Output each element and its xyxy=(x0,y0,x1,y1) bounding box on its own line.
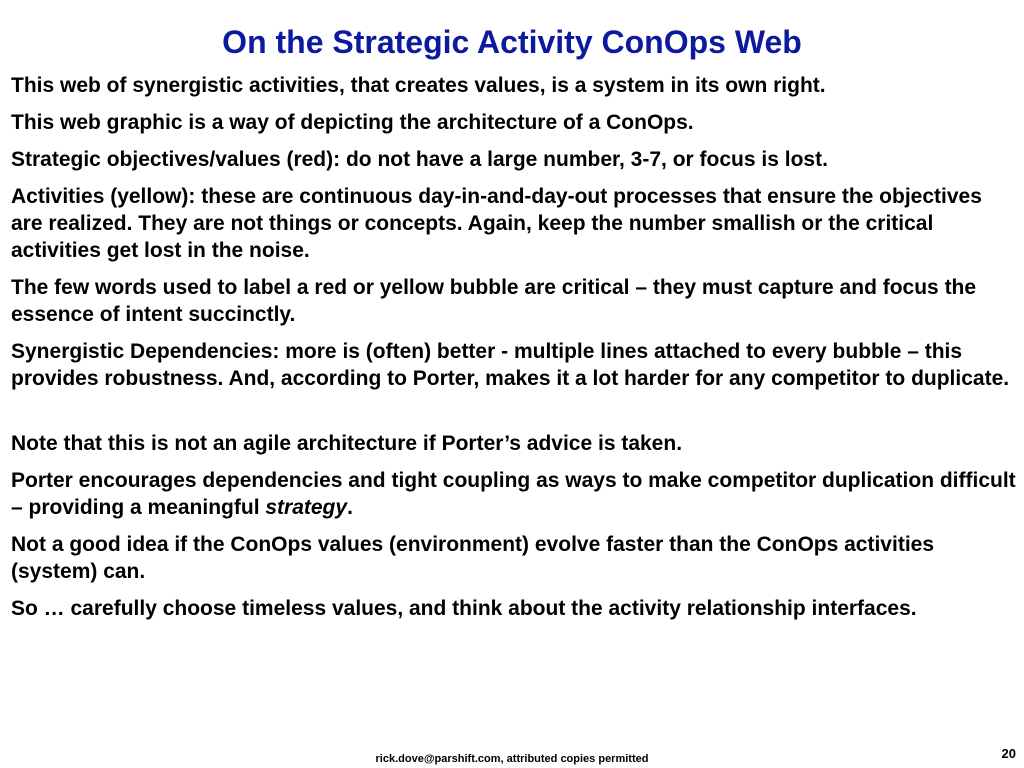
porter-text: Porter encourages dependencies and tight coupling as ways to make competitor duplication difficult – providing a meaningful xyxy=(11,469,1016,519)
strategy-emphasis: strategy xyxy=(265,496,348,519)
slide-title: On the Strategic Activity ConOps Web xyxy=(222,24,802,60)
paragraph-system: This web of synergistic activities, that creates values, is a system in its own right. xyxy=(11,74,826,97)
porter-period: . xyxy=(347,496,353,519)
footer-attribution: rick.dove@parshift.com, attributed copies permitted xyxy=(375,753,649,765)
paragraph-porter xyxy=(11,467,1016,521)
paragraph-objectives: Strategic objectives/values (red): do not have a large number, 3-7, or focus is lost. xyxy=(11,148,828,171)
paragraph-activities: Activities (yellow): these are continuous day-in-and-day-out processes that ensure the objectives are realized. They are not things or concepts. Again, keep the number smallish or the critical activities get lost in the noise. xyxy=(11,185,982,262)
paragraph-web-graphic: This web graphic is a way of depicting the architecture of a ConOps. xyxy=(11,111,694,134)
slide-body xyxy=(11,72,1016,632)
paragraph-dependencies: Synergistic Dependencies: more is (often) better - multiple lines attached to every bubble – this provides robustness. And, according to Porter, makes it a lot harder for any competitor to duplicate. xyxy=(11,340,1010,390)
paragraph-values-evolve: Not a good idea if the ConOps values (environment) evolve faster than the ConOps activities (system) can. xyxy=(11,533,935,583)
paragraph-labels: The few words used to label a red or yellow bubble are critical – they must capture and focus the essence of intent succinctly. xyxy=(11,276,977,326)
paragraph-agile-note: Note that this is not an agile architecture if Porter’s advice is taken. xyxy=(11,432,683,455)
page-number: 20 xyxy=(1001,746,1016,761)
paragraph-conclusion: So … carefully choose timeless values, and think about the activity relationship interfaces. xyxy=(11,597,917,620)
